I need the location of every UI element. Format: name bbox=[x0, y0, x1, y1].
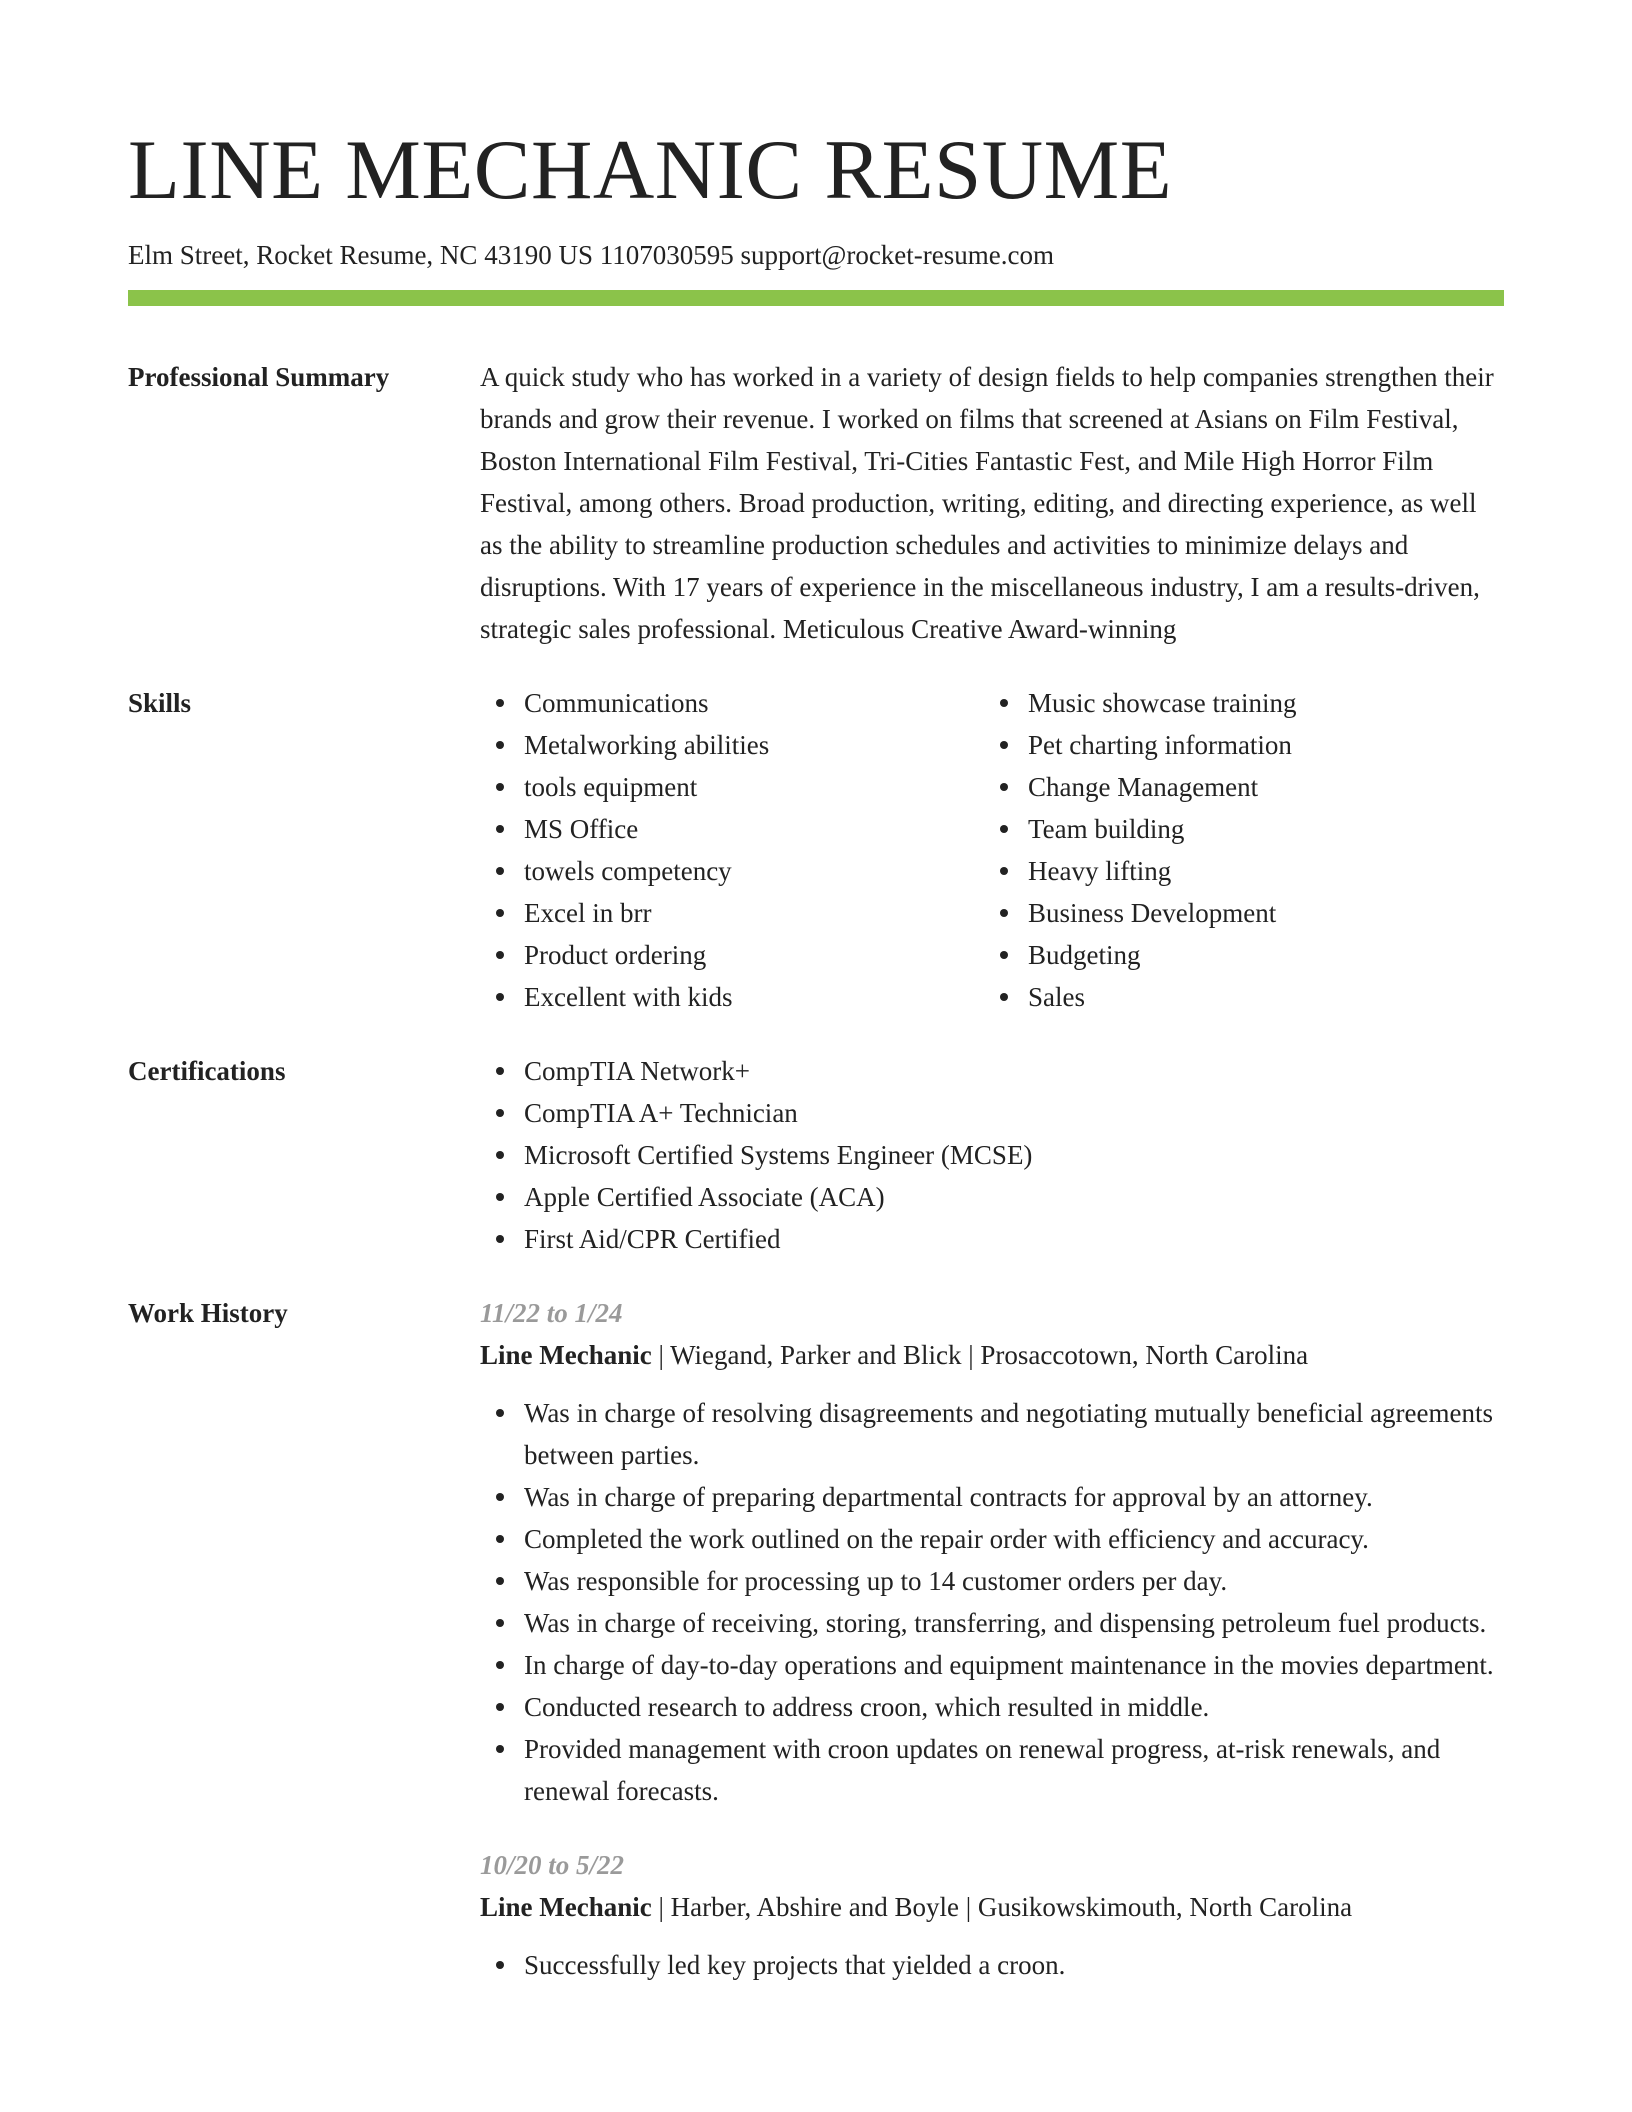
skill-item: MS Office bbox=[480, 808, 984, 850]
job-duty-item: Was in charge of preparing departmental contracts for approval by an attorney. bbox=[480, 1476, 1504, 1518]
contact-info: Elm Street, Rocket Resume, NC 43190 US 1107030595 support@rocket-resume.com bbox=[128, 240, 1054, 270]
section-label-work-history: Work History bbox=[128, 1298, 288, 1328]
skill-item: Metalworking abilities bbox=[480, 724, 984, 766]
accent-divider bbox=[128, 290, 1504, 306]
job-entry bbox=[480, 1292, 1504, 1812]
skills-column-left bbox=[480, 682, 984, 1018]
job-duty-item: Was in charge of resolving disagreements and negotiating mutually beneficial agreements between parties. bbox=[480, 1392, 1504, 1476]
skill-item: Excellent with kids bbox=[480, 976, 984, 1018]
summary-text: A quick study who has worked in a variety of design fields to help companies strengthen their brands and grow their revenue. I worked on films that screened at Asians on Film Festival, Boston International Film Festival, Tri-Cities Fantastic Fest, and Mile High Horror Film Festival, among others. Broad production, writing, editing, and directing experience, as well as the ability to streamline production schedules and activities to minimize delays and disruptions. With 17 years of experience in the miscellaneous industry, I am a results-driven, strategic sales professional. Meticulous Creative Award-winning bbox=[480, 362, 1494, 644]
skill-item: towels competency bbox=[480, 850, 984, 892]
job-dates: 11/22 to 1/24 bbox=[480, 1298, 623, 1328]
job-title: Line Mechanic bbox=[480, 1340, 652, 1370]
skill-item: Business Development bbox=[984, 892, 1488, 934]
job-employer-location: | Wiegand, Parker and Blick | Prosaccotown, North Carolina bbox=[651, 1340, 1309, 1370]
section-label-summary: Professional Summary bbox=[128, 362, 390, 392]
resume-page bbox=[128, 120, 1504, 1986]
job-duties-list bbox=[480, 1944, 1504, 1986]
job-duties-list bbox=[480, 1392, 1504, 1812]
skill-item: Team building bbox=[984, 808, 1488, 850]
work-history-body bbox=[480, 1292, 1504, 1986]
skill-item: Music showcase training bbox=[984, 682, 1488, 724]
job-duty-item: Successfully led key projects that yielded a croon. bbox=[480, 1944, 1504, 1986]
skill-item: Excel in brr bbox=[480, 892, 984, 934]
job-entry bbox=[480, 1844, 1504, 1986]
skills-section bbox=[128, 682, 1504, 1018]
professional-summary-section bbox=[128, 356, 1504, 650]
work-history-section bbox=[128, 1292, 1504, 1986]
section-label-certifications: Certifications bbox=[128, 1056, 286, 1086]
job-heading bbox=[480, 1886, 1504, 1928]
certifications-list bbox=[480, 1050, 1504, 1260]
job-duty-item: Was responsible for processing up to 14 customer orders per day. bbox=[480, 1560, 1504, 1602]
skills-column-right bbox=[984, 682, 1488, 1018]
job-employer-location: | Harber, Abshire and Boyle | Gusikowskimouth, North Carolina bbox=[651, 1892, 1353, 1922]
skill-item: Pet charting information bbox=[984, 724, 1488, 766]
skill-item: Communications bbox=[480, 682, 984, 724]
skills-grid bbox=[480, 682, 1504, 1018]
job-duty-item: Provided management with croon updates on renewal progress, at-risk renewals, and renewal forecasts. bbox=[480, 1728, 1504, 1812]
skill-item: Product ordering bbox=[480, 934, 984, 976]
certification-item: CompTIA Network+ bbox=[480, 1050, 1504, 1092]
skill-item: Heavy lifting bbox=[984, 850, 1488, 892]
job-title: Line Mechanic bbox=[480, 1892, 652, 1922]
certification-item: First Aid/CPR Certified bbox=[480, 1218, 1504, 1260]
certifications-section bbox=[128, 1050, 1504, 1260]
certification-item: Apple Certified Associate (ACA) bbox=[480, 1176, 1504, 1218]
job-duty-item: Was in charge of receiving, storing, transferring, and dispensing petroleum fuel products. bbox=[480, 1602, 1504, 1644]
skill-item: Budgeting bbox=[984, 934, 1488, 976]
certifications-body bbox=[480, 1050, 1504, 1260]
skill-item: Change Management bbox=[984, 766, 1488, 808]
job-duty-item: In charge of day-to-day operations and equipment maintenance in the movies department. bbox=[480, 1644, 1504, 1686]
skill-item: Sales bbox=[984, 976, 1488, 1018]
job-heading bbox=[480, 1334, 1504, 1376]
job-dates: 10/20 to 5/22 bbox=[480, 1850, 625, 1880]
resume-title: LINE MECHANIC RESUME bbox=[128, 123, 1173, 217]
certification-item: Microsoft Certified Systems Engineer (MCSE) bbox=[480, 1134, 1504, 1176]
certification-item: CompTIA A+ Technician bbox=[480, 1092, 1504, 1134]
section-label-skills: Skills bbox=[128, 688, 192, 718]
job-duty-item: Conducted research to address croon, which resulted in middle. bbox=[480, 1686, 1504, 1728]
job-duty-item: Completed the work outlined on the repair order with efficiency and accuracy. bbox=[480, 1518, 1504, 1560]
skill-item: tools equipment bbox=[480, 766, 984, 808]
